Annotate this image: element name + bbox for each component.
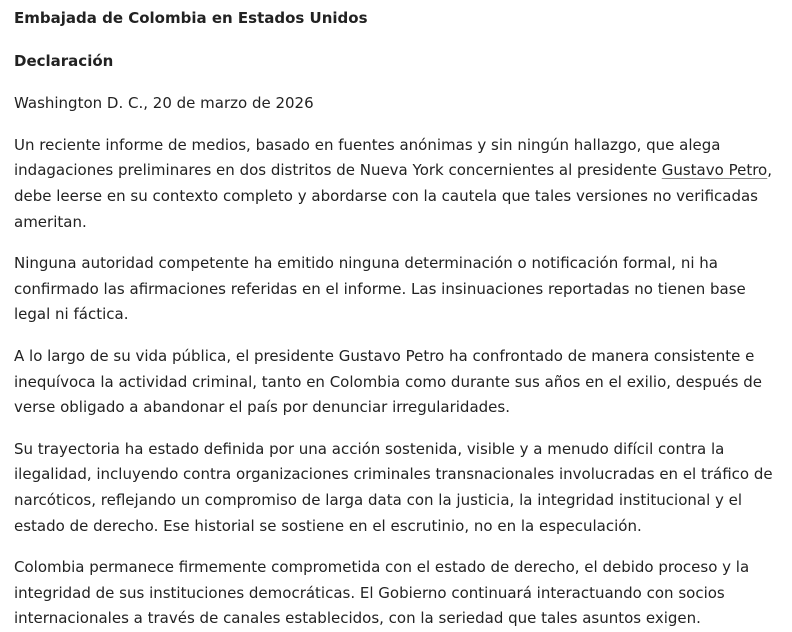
paragraph-1: [14, 133, 784, 235]
paragraph-5: Colombia permanece firmemente comprometida con el estado de derecho, el debido proceso y la integridad de sus instituciones democráticas. El Gobierno continuará interactuando con socios internacionales a través de canales establecidos, con la seriedad que tales asuntos exigen.: [14, 558, 750, 628]
document-type-heading: Declaración: [14, 51, 114, 70]
dateline: Washington D. C., 20 de marzo de 2026: [14, 94, 314, 113]
paragraph-1-text-end: , debe leerse en su contexto completo y abordarse con la cautela que tales versiones no verificadas ameritan.: [14, 161, 772, 231]
gustavo-petro-link[interactable]: Gustavo Petro: [661, 161, 768, 180]
paragraph-2: Ninguna autoridad competente ha emitido ninguna determinación o notificación formal, ni ha confirmado las afirmaciones referidas en el informe. Las insinuaciones reportadas no tienen base legal ni fáctica.: [14, 254, 746, 324]
organization-title: Embajada de Colombia en Estados Unidos: [14, 9, 368, 27]
paragraph-1-text-start: Un reciente informe de medios, basado en fuentes anónimas y sin ningún hallazgo, que alega indagaciones preliminares en dos distritos de Nueva York concernientes al presidente: [14, 135, 721, 180]
paragraph-3: A lo largo de su vida pública, el presidente Gustavo Petro ha confrontado de manera consistente e inequívoca la actividad criminal, tanto en Colombia como durante sus años en el exilio, después de verse obligado a abandonar el país por denunciar irregularidades.: [14, 346, 762, 417]
paragraph-4: Su trayectoria ha estado definida por una acción sostenida, visible y a menudo difícil contra la ilegalidad, incluyendo contra organizaciones criminales transnacionales involucradas en el tráfico de narcóticos, reflejando un compromiso de larga data con la justicia, la integridad institucional y el estado de derecho. Ese historial se sostiene en el escrutinio, no en la especulación.: [14, 439, 773, 535]
